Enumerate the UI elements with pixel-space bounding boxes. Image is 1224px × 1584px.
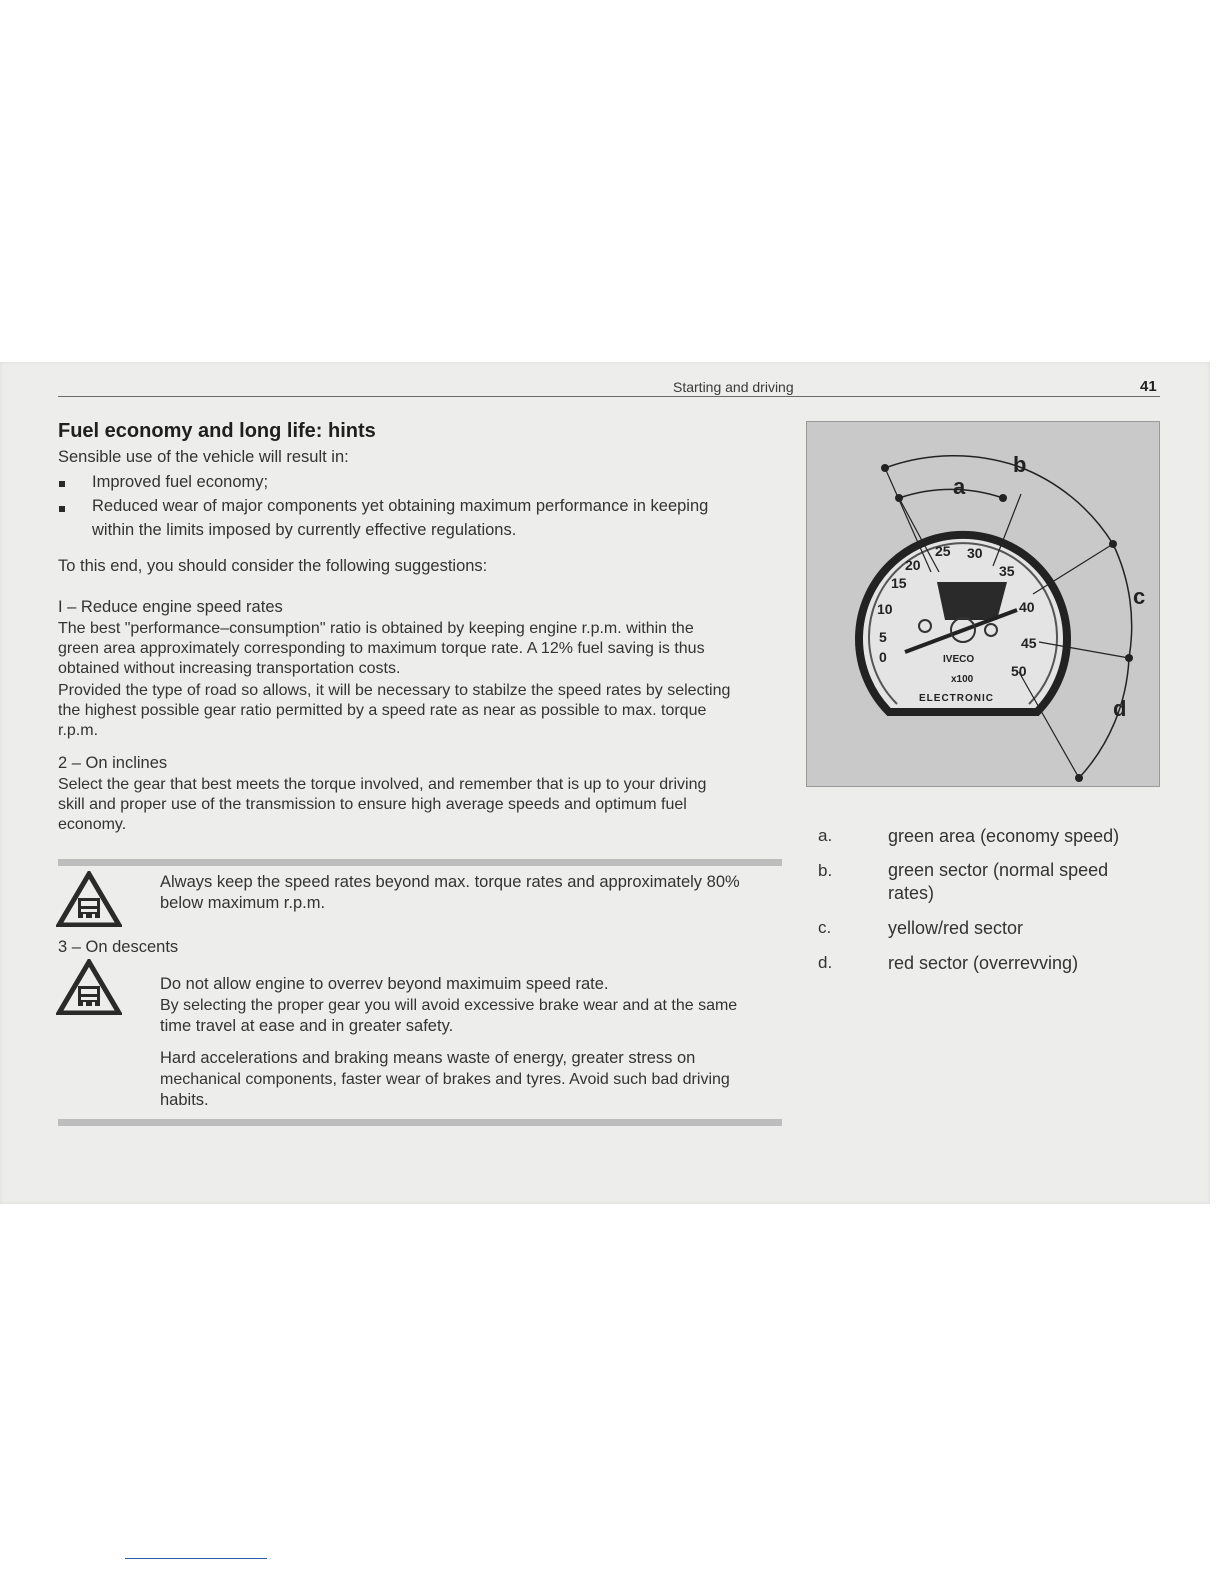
callout-a-label: a bbox=[953, 474, 966, 499]
dial-number: 40 bbox=[1019, 599, 1035, 615]
consider-text: To this end, you should consider the following suggestions: bbox=[58, 557, 488, 575]
subheading-inclines: 2 – On inclines bbox=[58, 754, 168, 772]
body-line: Hard accelerations and braking means waste of energy, greater stress on bbox=[160, 1049, 696, 1067]
legend-letter: b. bbox=[818, 861, 833, 880]
bullet-item: Reduced wear of major components yet obtaining maximum performance in keeping bbox=[92, 497, 709, 515]
callout-a-arc bbox=[899, 489, 1003, 498]
body-line: Provided the type of road so allows, it will be necessary to stabilze the speed rates by selecting bbox=[58, 682, 731, 699]
body-line: r.p.m. bbox=[58, 722, 99, 739]
body-line: the highest possible gear ratio permitted by a speed rate as near as possible to max. torque bbox=[58, 702, 707, 719]
warning-text: Do not allow engine to overrev beyond maximuim speed rate. bbox=[160, 975, 609, 993]
callout-point bbox=[1075, 774, 1083, 782]
warning-text: Always keep the speed rates beyond max. torque rates and approximately 80% bbox=[160, 873, 740, 891]
footer-rule bbox=[125, 1558, 267, 1559]
subheading-reduce-speed: I – Reduce engine speed rates bbox=[58, 598, 283, 616]
callout-point bbox=[881, 464, 889, 472]
legend-text: red sector (overrevving) bbox=[888, 953, 1079, 973]
dial-number: 20 bbox=[905, 557, 921, 573]
warning-text: below maximum r.p.m. bbox=[160, 894, 326, 912]
body-line: obtained without increasing transportation costs. bbox=[58, 660, 401, 677]
dial-number: 35 bbox=[999, 563, 1015, 579]
gauge-multiplier: x100 bbox=[951, 674, 974, 685]
body-line: green area approximately corresponding to maximum torque rate. A 12% fuel saving is thus bbox=[58, 640, 705, 657]
bullet-item-continued: within the limits imposed by currently effective regulations. bbox=[92, 521, 517, 539]
body-line: Select the gear that best meets the torque involved, and remember that is up to your driving bbox=[58, 776, 707, 793]
callout-point bbox=[999, 494, 1007, 502]
dial-number: 0 bbox=[879, 649, 887, 665]
warning-text: time travel at ease and in greater safety. bbox=[160, 1017, 454, 1035]
dial-number: 50 bbox=[1011, 663, 1027, 679]
tachometer-figure bbox=[806, 421, 1160, 787]
body-line: skill and proper use of the transmission to ensure high average speeds and optimum fuel bbox=[58, 796, 687, 813]
page-number: 41 bbox=[1140, 378, 1157, 395]
callout-point bbox=[1125, 654, 1133, 662]
legend-letter: d. bbox=[818, 953, 833, 972]
legend-text: green sector (normal speed rates) bbox=[888, 860, 1109, 903]
body-line: The best "performance–consumption" ratio is obtained by keeping engine r.p.m. within the bbox=[58, 620, 694, 637]
gauge-model: ELECTRONIC bbox=[919, 693, 994, 704]
dial-number: 45 bbox=[1021, 635, 1037, 651]
tachometer-diagram bbox=[807, 422, 1159, 786]
warning-text: By selecting the proper gear you will avoid excessive brake wear and at the same bbox=[160, 997, 738, 1014]
dial-number: 5 bbox=[879, 629, 887, 645]
bullet-marker bbox=[59, 481, 65, 487]
body-line: economy. bbox=[58, 816, 127, 833]
warning-triangle-icon bbox=[56, 959, 122, 1015]
dial-number: 25 bbox=[935, 543, 951, 559]
callout-c-label: c bbox=[1133, 584, 1146, 609]
legend-letter: c. bbox=[818, 918, 832, 937]
legend-text: green area (economy speed) bbox=[888, 826, 1120, 846]
callout-b-arc-top bbox=[885, 456, 1017, 468]
gauge-brand: IVECO bbox=[943, 654, 975, 665]
green-area-sector bbox=[937, 582, 1007, 620]
intro-text: Sensible use of the vehicle will result in: bbox=[58, 448, 349, 466]
gauge-bezel bbox=[859, 535, 1067, 712]
header-rule bbox=[58, 396, 1160, 397]
section-title: Fuel economy and long life: hints bbox=[58, 420, 376, 442]
bullet-marker bbox=[59, 506, 65, 512]
dial-number: 10 bbox=[877, 601, 893, 617]
body-line: habits. bbox=[160, 1091, 209, 1109]
legend-letter: a. bbox=[818, 826, 833, 845]
callout-b-label: b bbox=[1013, 452, 1027, 477]
warning-bottom-rule bbox=[58, 1119, 782, 1126]
legend-text: yellow/red sector bbox=[888, 918, 1024, 938]
dial-number: 30 bbox=[967, 545, 983, 561]
body-line: mechanical components, faster wear of brakes and tyres. Avoid such bad driving bbox=[160, 1071, 730, 1088]
callout-b-arc-right bbox=[1017, 466, 1113, 544]
warning-triangle-icon bbox=[56, 871, 122, 927]
callout-point bbox=[1109, 540, 1117, 548]
running-header: Starting and driving bbox=[673, 379, 794, 395]
subheading-descents: 3 – On descents bbox=[58, 938, 179, 956]
callout-d-label: d bbox=[1113, 696, 1127, 721]
warning-top-rule bbox=[58, 859, 782, 866]
bullet-item: Improved fuel economy; bbox=[92, 473, 269, 491]
callout-point bbox=[895, 494, 903, 502]
callout-c-arc bbox=[1113, 544, 1132, 658]
dial-number: 15 bbox=[891, 575, 907, 591]
